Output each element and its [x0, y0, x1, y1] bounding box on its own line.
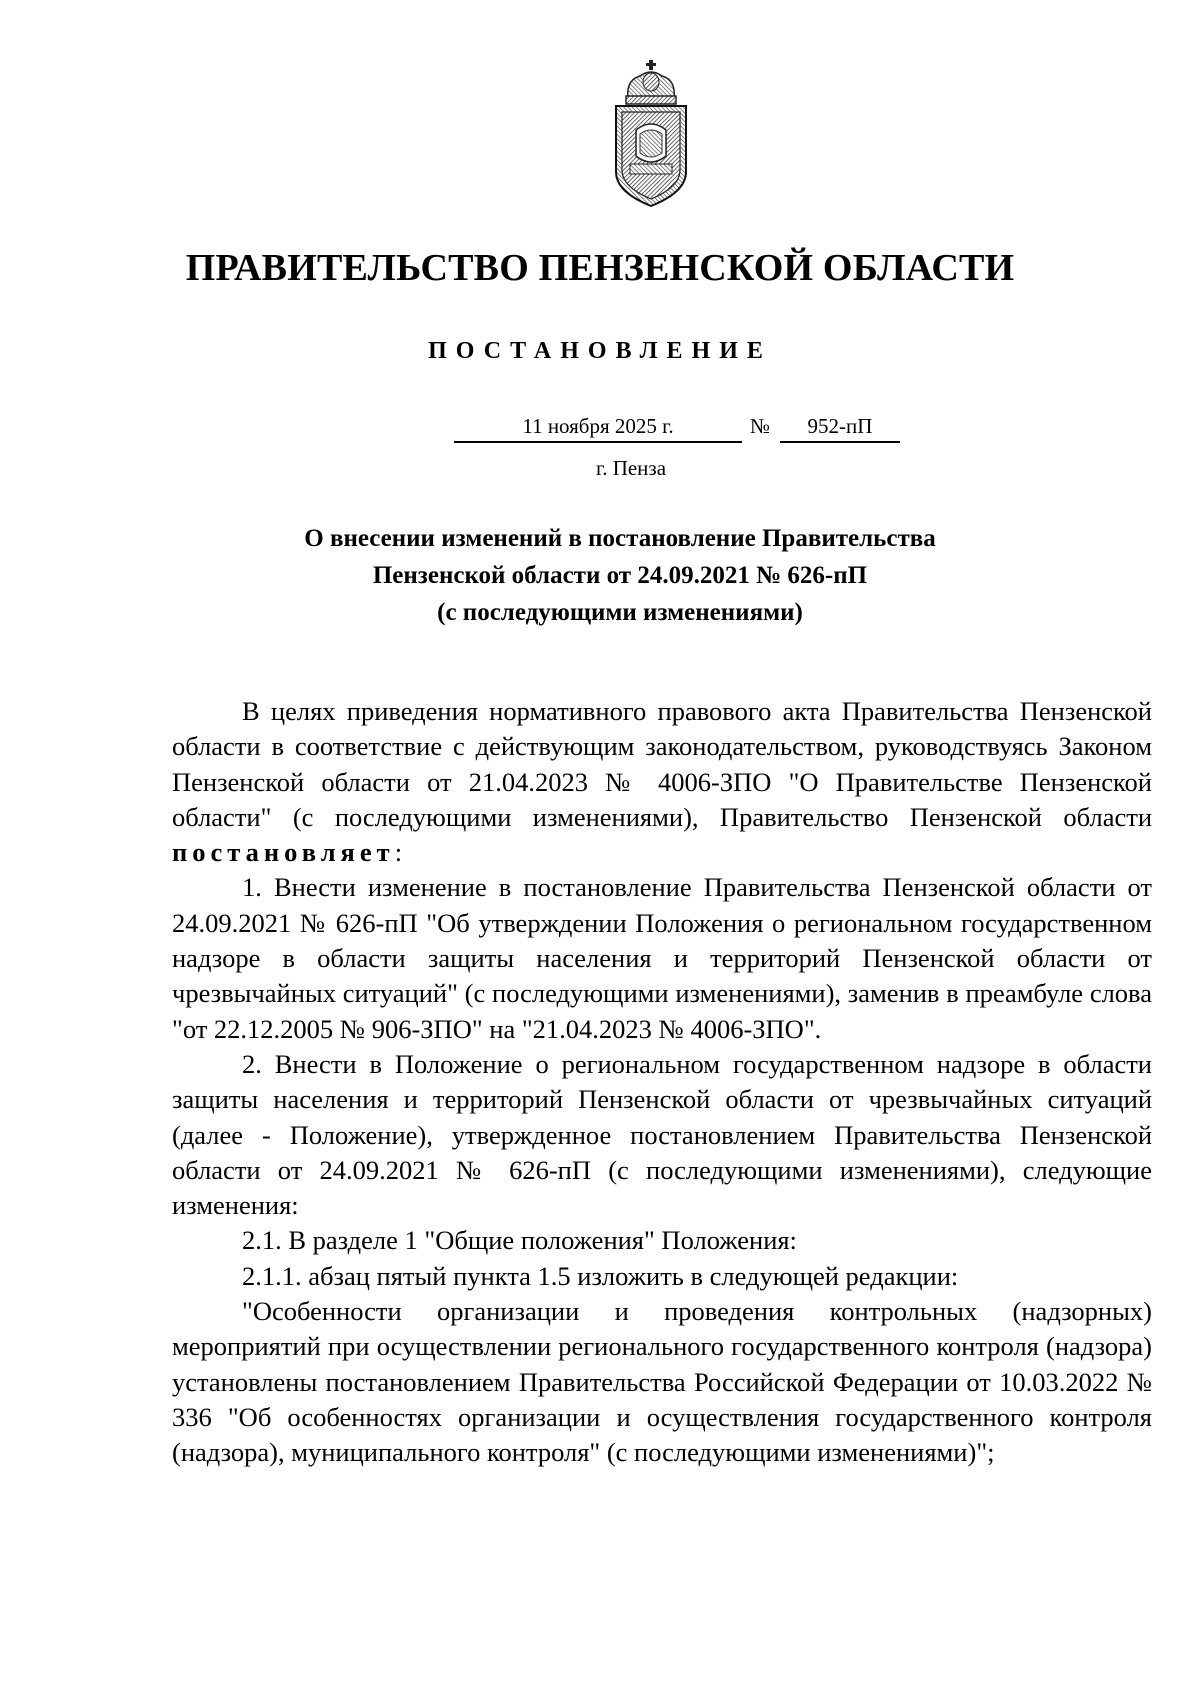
subject-line-1: О внесении изменений в постановление Правительства [304, 525, 936, 552]
number-sign: № [750, 414, 771, 438]
document-subject [0, 520, 1200, 631]
paragraph-item-2: 2. Внести в Положение о региональном государственном надзоре в области защиты населения и территорий Пензенской области от чрезвычайных ситуаций (далее - Положение), утвержденное постановлением Правительства Пензенской области от 24.09.2021 № 626-пП (с последующими изменениями), следующие изменения: [172, 1048, 1152, 1221]
paragraph-item-2-1: 2.1. В разделе 1 "Общие положения" Положения: [242, 1225, 797, 1256]
document-number: 952-пП [780, 414, 900, 443]
preamble-text: В целях приведения нормативного правового акта Правительства Пензенской области в соответствие с действующим законодательством, руководствуясь Законом Пензенской области от 21.04.2023 № 4006-ЗПО "О Правительстве Пензенской области" (с последующими изменениями), Правительство Пензенской области [172, 696, 1152, 832]
paragraph-quote: "Особенности организации и проведения контрольных (надзорных) мероприятий при осуществлении регионального государственного контроля (надзора) установлены постановлением Правительства Российской Федерации от 10.03.2022 № 336 "Об особенностях организации и осуществления государственного контроля (надзора), муниципального контроля" (с последующими изменениями)"; [172, 1296, 1152, 1468]
preamble-end: : [394, 837, 403, 868]
document-date: 11 ноября 2025 г. [454, 414, 742, 443]
subject-line-3: (с последующими изменениями) [437, 599, 803, 626]
coat-of-arms-icon [610, 60, 692, 208]
paragraph-item-2-1-1: 2.1.1. абзац пятый пункта 1.5 изложить в следующей редакции: [242, 1260, 959, 1291]
document-body [172, 694, 1152, 1471]
document-type: ПОСТАНОВЛЕНИЕ [428, 338, 772, 364]
resolves-keyword: постановляет [172, 837, 395, 868]
paragraph-item-1: 1. Внести изменение в постановление Правительства Пензенской области от 24.09.2021 № 626-пП "Об утверждении Положения о региональном государственном надзоре в области защиты населения и территорий Пензенской области от чрезвычайных ситуаций" (с последующими изменениями), заменив в преамбуле слова "от 22.12.2005 № 906-ЗПО" на "21.04.2023 № 4006-ЗПО". [172, 872, 1152, 1044]
subject-line-2: Пензенской области от 24.09.2021 № 626-пП [372, 562, 868, 589]
city-label: г. Пенза [595, 456, 667, 480]
paragraph-preamble [172, 694, 1152, 870]
organization-title: ПРАВИТЕЛЬСТВО ПЕНЗЕНСКОЙ ОБЛАСТИ [185, 247, 1015, 289]
